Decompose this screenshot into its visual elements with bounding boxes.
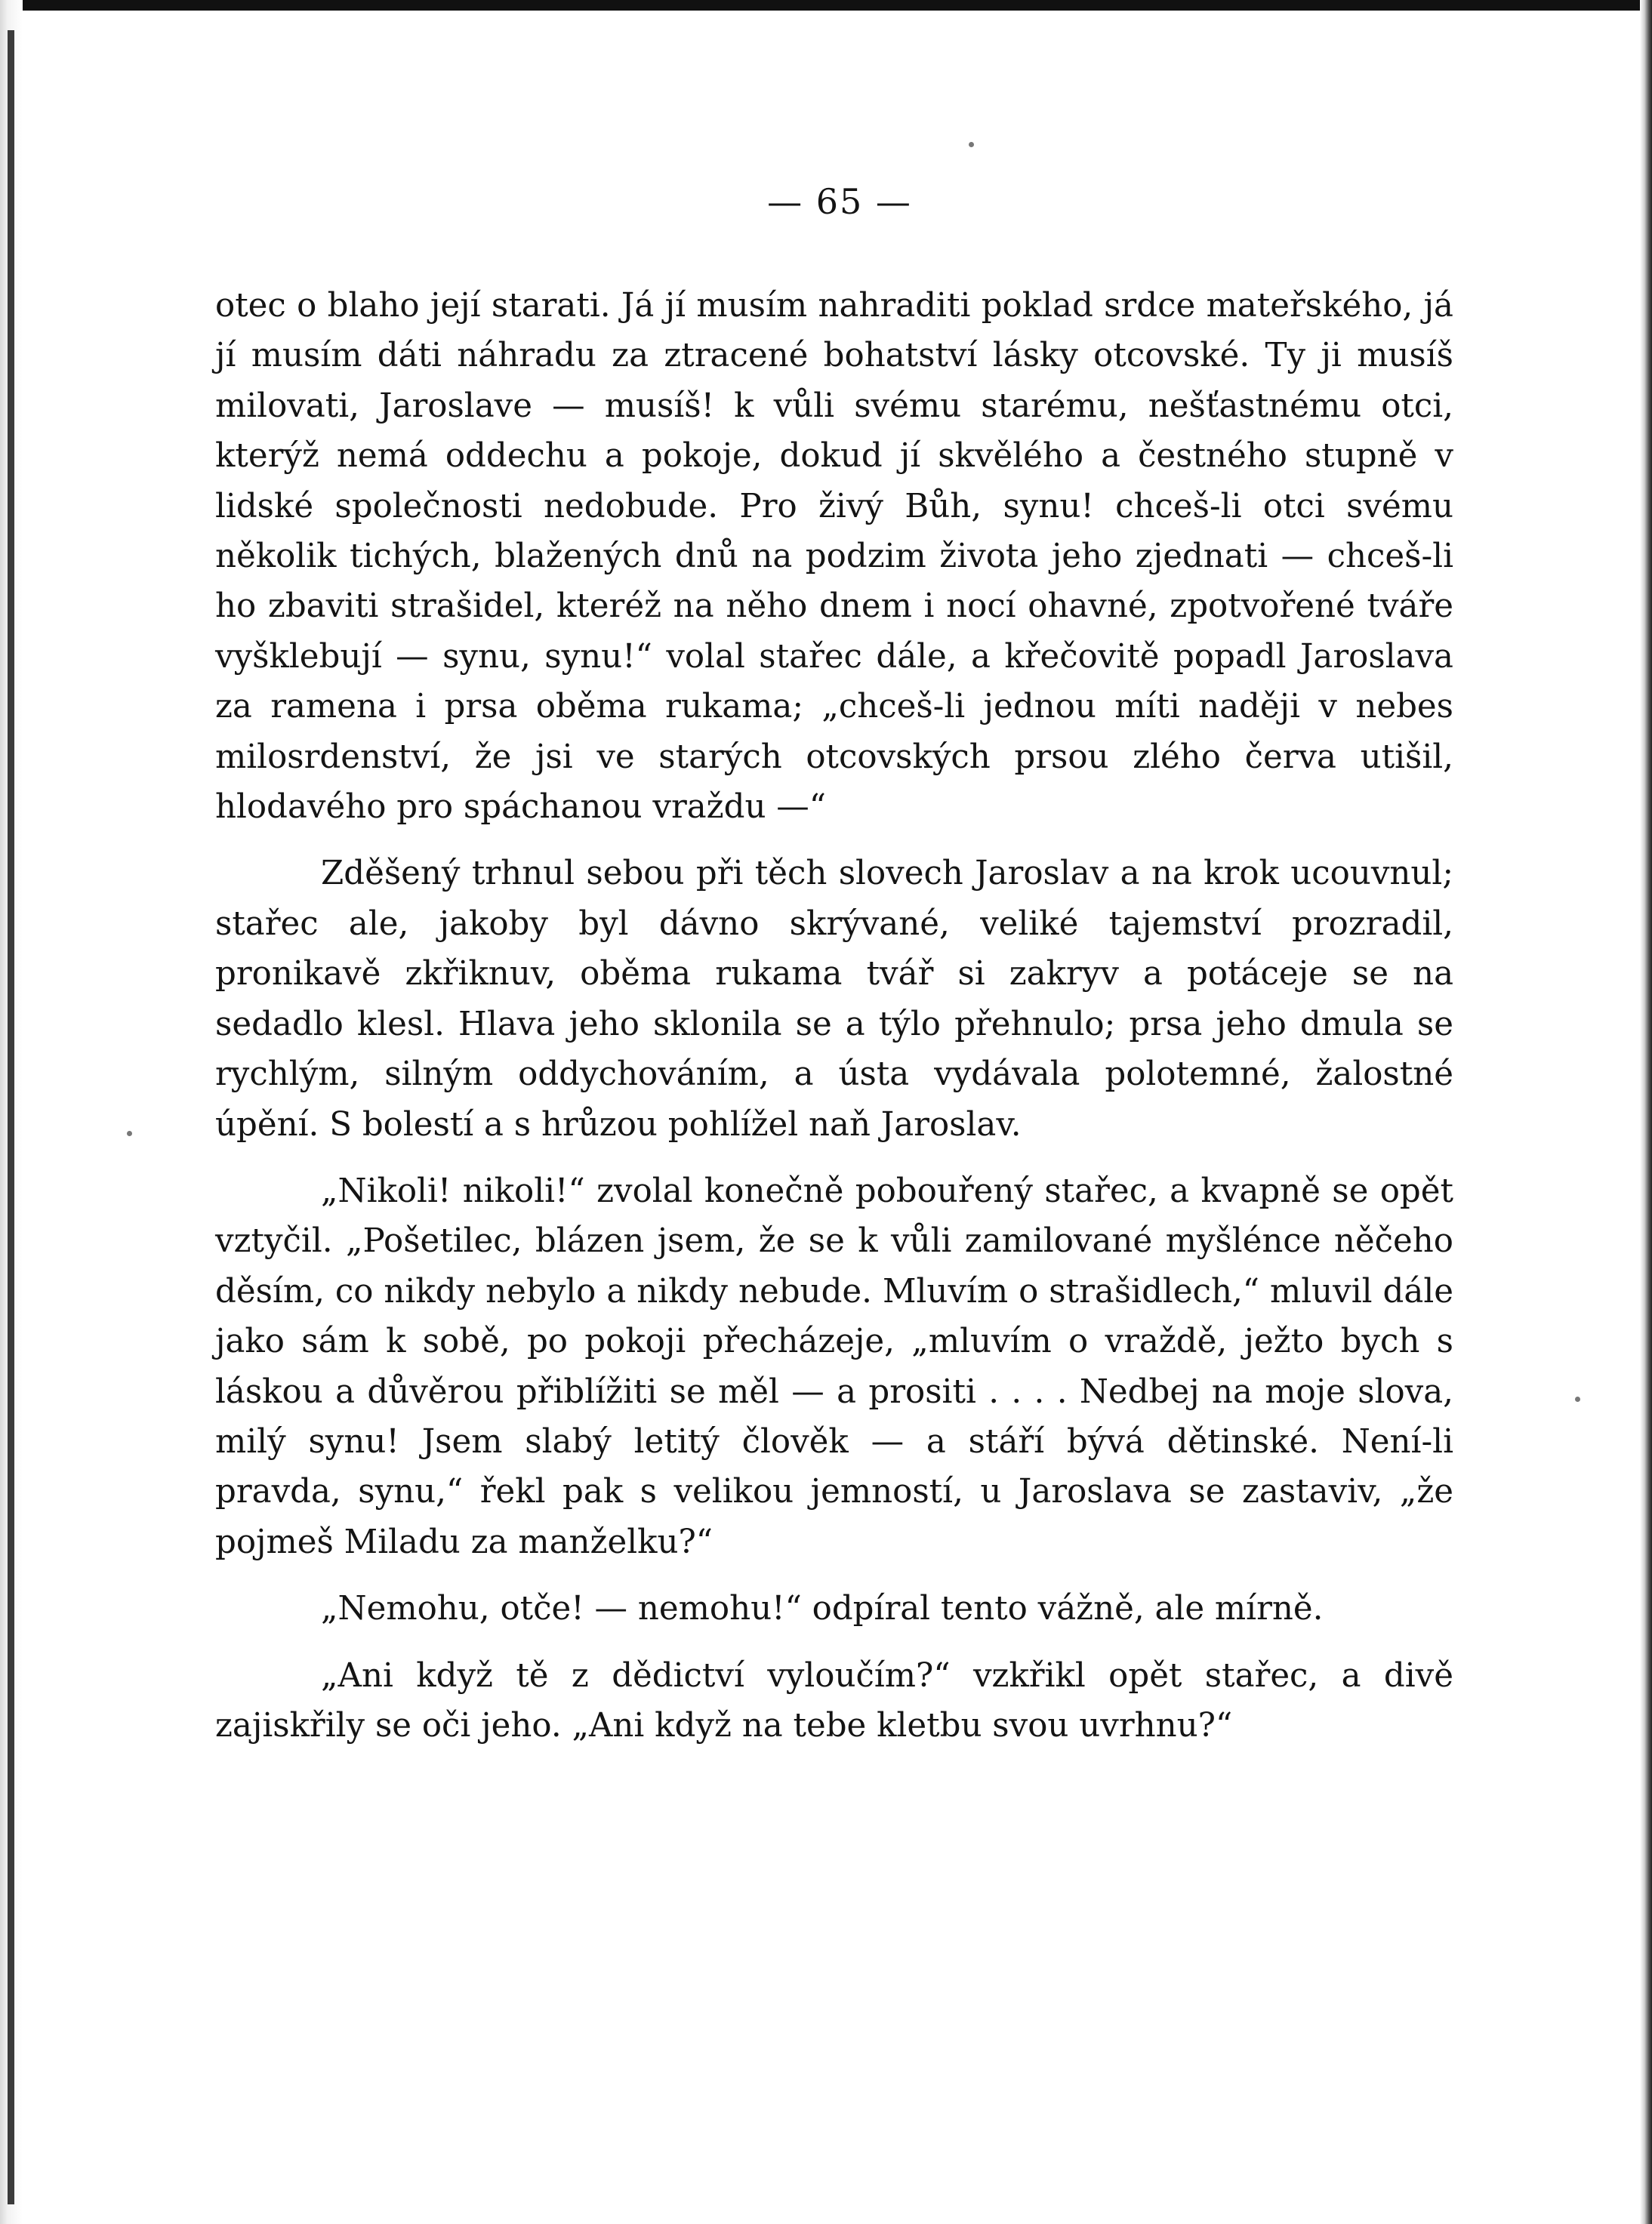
scan-binding-strip [8, 30, 14, 2204]
dust-speck [969, 142, 974, 147]
page-number [0, 181, 1652, 222]
page-number-text: — 65 — [767, 181, 912, 222]
dust-speck [1575, 1397, 1580, 1402]
scan-edge-top [0, 0, 1652, 11]
paragraph: otec o blaho její starati. Já jí musím nahraditi poklad srdce mateřského, já jí musím dáti náhradu za ztracené bohatství lásky otcovské. Ty ji musíš milovati, Jaroslave — musíš! k vůli svému starému, nešťastnému otci, kterýž nemá oddechu a pokoje, dokud jí skvělého a čestného stupně v lidské společnosti nedobude. Pro živý Bůh, synu! chceš-li otci svému několik tichých, blažených dnů na podzim života jeho zjednati — chceš-li ho zbaviti strašidel, kteréž na něho dnem i nocí ohavné, zpotvořené tváře vyšklebují — synu, synu!“ volal stařec dále, a křečovitě popadl Jaroslava za ramena i prsa oběma rukama; „chceš-li jednou míti naději v nebes milosrdenství, že jsi ve starých otcovských prsou zlého červa utišil, hlodavého pro spáchanou vraždu —“ [215, 287, 1453, 827]
body-text [215, 281, 1453, 1751]
paragraph: Zděšený trhnul sebou při těch slovech Jaroslav a na krok ucouvnul; stařec ale, jakoby byl dávno skrývané, veliké tajemství prozradil, pronikavě zkřiknuv, oběma rukama tvář si zakryv a potáceje se na sedadlo klesl. Hlava jeho sklonila se a týlo přehnulo; prsa jeho dmula se rychlým, silným oddychováním, a ústa vydávala polotemné, žalostné úpění. S bolestí a s hrůzou pohlížel naň Jaroslav. [215, 855, 1453, 1144]
paragraph: „Ani když tě z dědictví vyloučím?“ vzkřikl opět stařec, a divě zajiskřily se oči jeho. „Ani když na tebe kletbu svou uvrhnu?“ [215, 1656, 1453, 1745]
scan-edge-right [1640, 0, 1652, 2224]
dust-speck [127, 1131, 132, 1136]
paragraph: „Nemohu, otče! — nemohu!“ odpíral tento vážně, ale mírně. [321, 1590, 1324, 1628]
paragraph: „Nikoli! nikoli!“ zvolal konečně pobouřený stařec, a kvapně se opět vztyčil. „Pošetilec, blázen jsem, že se k vůli zamilované myšlénce něčeho děsím, co nikdy nebylo a nikdy nebude. Mluvím o strašidlech,“ mluvil dále jako sám k sobě, po pokoji přecházeje, „mluvím o vraždě, ježto bych s láskou a důvěrou přiblížiti se měl — a prositi . . . . Nedbej na moje slova, milý synu! Jsem slabý letitý člověk — a stáří bývá dětinské. Není-li pravda, synu,“ řekl pak s velikou jemností, u Jaroslava se zastaviv, „že pojmeš Miladu za manželku?“ [215, 1172, 1453, 1561]
